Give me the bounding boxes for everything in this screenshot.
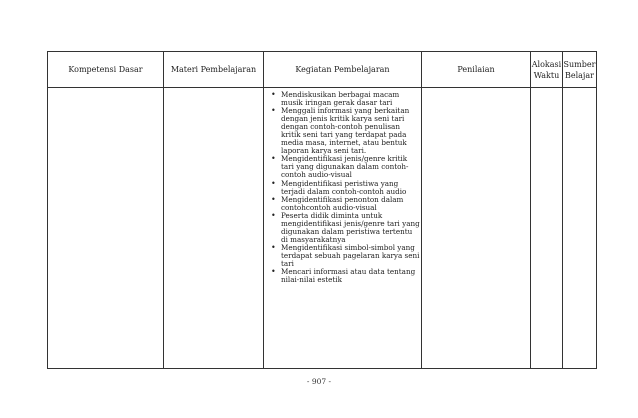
page-number: - 907 - <box>306 377 332 386</box>
list-item: • Mengidentifikasi peristiwa yang terjadi dalam contoh-contoh audio <box>271 180 421 196</box>
activity-list <box>264 88 421 284</box>
table-header-row <box>48 52 597 88</box>
header-materi-pembelajaran: Materi Pembelajaran <box>164 52 264 88</box>
header-kegiatan-pembelajaran: Kegiatan Pembelajaran <box>264 52 422 88</box>
header-kompetensi-dasar: Kompetensi Dasar <box>48 52 164 88</box>
cell-kompetensi-dasar <box>48 88 164 369</box>
header-penilaian: Penilaian <box>422 52 531 88</box>
cell-penilaian <box>422 88 531 369</box>
list-item: • Peserta didik diminta untuk mengidentifikasi jenis/genre tari yang digunakan dalam peristiwa tertentu di masyarakatnya <box>271 212 421 244</box>
list-item: • Mengidentifikasi penonton dalam contohcontoh audio-visual <box>271 196 421 212</box>
list-item: • Menggali informasi yang berkaitan dengan jenis kritik karya seni tari dengan contoh-contoh penulisan kritik seni tari yang terdapat pada media masa, internet, atau bentuk laporan karya seni tari. <box>271 107 421 155</box>
list-item: • Mendiskusikan berbagai macam musik iringan gerak dasar tari <box>271 91 421 107</box>
cell-kegiatan-pembelajaran <box>264 88 422 369</box>
header-alokasi-waktu: Alokasi Waktu <box>531 52 563 88</box>
lesson-plan-table <box>47 51 597 369</box>
list-item: • Mengidentifikasi simbol-simbol yang terdapat sebuah pagelaran karya seni tari <box>271 244 421 268</box>
cell-alokasi-waktu <box>531 88 563 369</box>
cell-sumber-belajar <box>563 88 597 369</box>
table-row <box>48 88 597 369</box>
list-item: • Mengidentifikasi jenis/genre kritik tari yang digunakan dalam contoh-contoh audio-visual <box>271 155 421 179</box>
list-item: • Mencari informasi atau data tentang nilai-nilai estetik <box>271 268 421 284</box>
header-sumber-belajar: Sumber Belajar <box>563 52 597 88</box>
cell-materi-pembelajaran <box>164 88 264 369</box>
